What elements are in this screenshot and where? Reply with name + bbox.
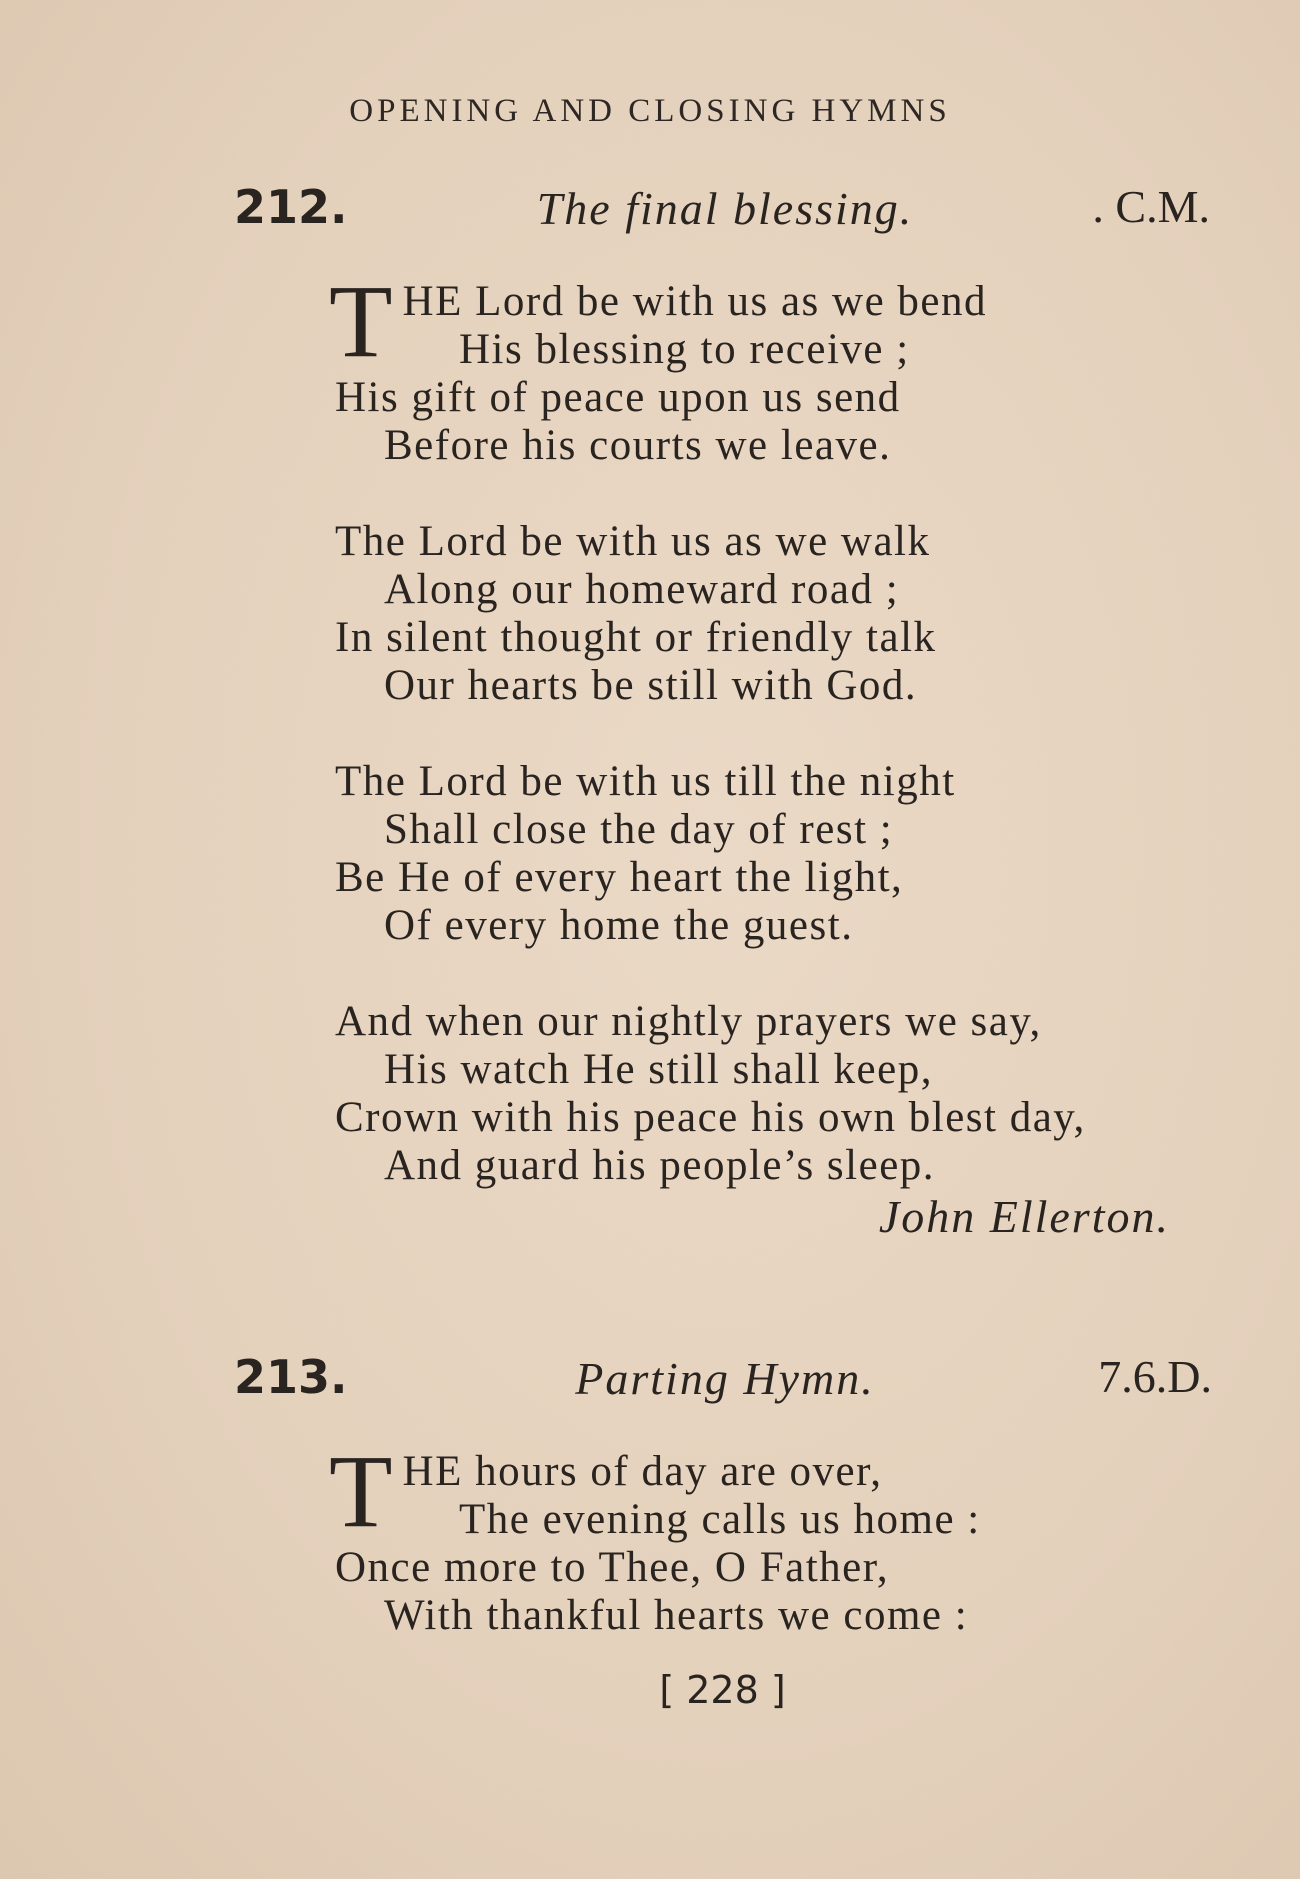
hymn-212-verse-4 (335, 998, 1215, 1190)
hymn-213-heading (0, 1350, 1300, 1410)
verse-line: With thankful hearts we come : (384, 1592, 969, 1639)
verse-line: And guard his people’s sleep. (384, 1142, 936, 1189)
verse-line: Crown with his peace his own blest day, (335, 1094, 1086, 1141)
hymn-author: John Ellerton. (878, 1191, 1170, 1242)
drop-cap: T (329, 264, 393, 379)
verse-line: The Lord be with us till the night (335, 758, 956, 805)
running-title: OPENING AND CLOSING HYMNS (349, 93, 951, 129)
drop-cap: T (329, 1434, 393, 1549)
hymn-212-verse-3 (335, 758, 1215, 950)
verse-line: HE Lord be with us as we bend (402, 278, 987, 325)
verse-line: Of every home the guest. (384, 902, 854, 949)
hymn-number: 212. (234, 180, 348, 234)
verse-line: In silent thought or friendly talk (335, 614, 937, 661)
hymn-number: 213. (234, 1350, 348, 1404)
verse-line: Shall close the day of rest ; (384, 806, 894, 853)
hymn-meter: . C.M. (1092, 181, 1210, 232)
verse-line: Along our homeward road ; (384, 566, 900, 613)
hymn-212-heading (0, 180, 1300, 240)
verse-line: His watch He still shall keep, (384, 1046, 933, 1093)
hymn-title: Parting Hymn. (575, 1353, 875, 1404)
verse-line: And when our nightly prayers we say, (335, 998, 1042, 1045)
verse-line: HE hours of day are over, (402, 1448, 883, 1495)
verse-line: Once more to Thee, O Father, (335, 1544, 890, 1591)
hymn-212-verse-1 (329, 264, 1215, 470)
hymn-title: The final blessing. (536, 183, 914, 234)
page-number: [ 228 ] (659, 1668, 786, 1712)
verse-line: The Lord be with us as we walk (335, 518, 931, 565)
verse-line: Our hearts be still with God. (384, 662, 918, 709)
verse-line: Before his courts we leave. (384, 422, 892, 469)
verse-line: The evening calls us home : (459, 1496, 981, 1543)
verse-line: His blessing to receive ; (459, 326, 910, 373)
verse-line: Be He of every heart the light, (335, 854, 904, 901)
hymn-212-verse-2 (335, 518, 1215, 710)
hymn-213-verse-1 (329, 1434, 1215, 1640)
hymn-meter: 7.6.D. (1098, 1351, 1212, 1402)
verse-line: His gift of peace upon us send (335, 374, 901, 421)
